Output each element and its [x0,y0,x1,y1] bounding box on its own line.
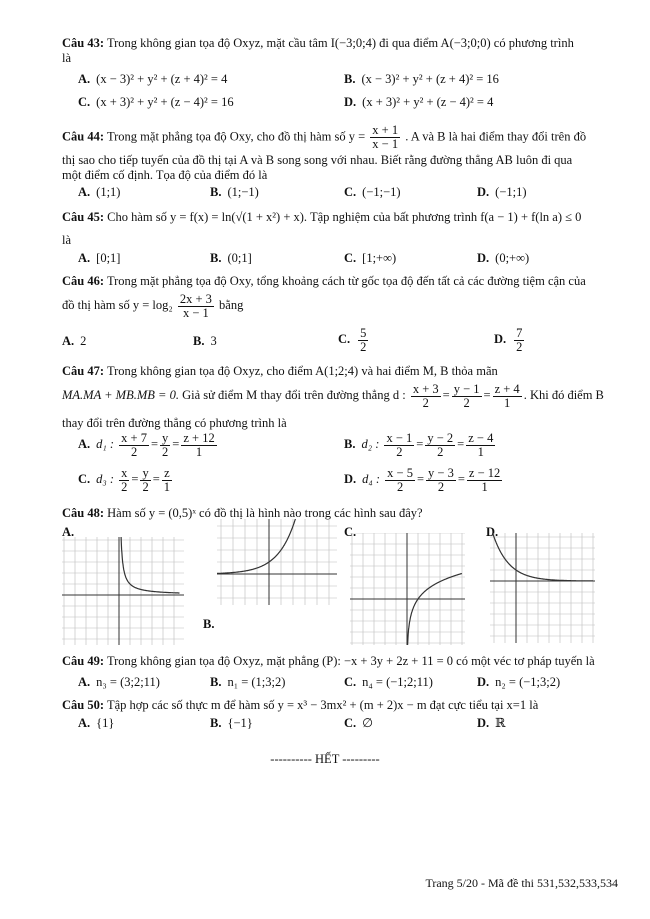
q49-option-a[interactable]: A. n₃ = (3;2;11) [78,675,160,689]
q46-option-b[interactable]: B. 3 [193,334,217,348]
q44-label: Câu 44: [62,129,105,144]
q50-option-d[interactable]: D. ℝ [477,716,506,730]
q49-option-d[interactable]: D. n₂ = (−1;3;2) [477,675,561,689]
q46-option-d[interactable]: D. $\frac{7}{2}$ [494,325,523,354]
q44-text2: thị sao cho tiếp tuyến của đồ thị tại A và B song song với nhau. Biết rằng đường thẳng AB luôn đi qua [62,153,573,167]
q48-graph-a[interactable] [62,537,184,645]
graph-c-curve [408,574,462,646]
q48-graph-label-a: A. [62,525,75,539]
q50-text: Tập hợp các số thực m để hàm số y = x³ − 3mx² + (m + 2)x − m đạt cực tiểu tại x=1 là [106,698,539,712]
q47-label: Câu 47: [62,364,105,378]
q48-label: Câu 48: [62,506,105,520]
q44-option-a[interactable]: A. (1;1) [78,185,121,199]
q45-option-c[interactable]: C. [1;+∞) [344,251,397,265]
q45-text2: là [62,233,72,247]
q48-graph-label-c: C. [344,525,357,539]
q43-option-b[interactable]: B. (x − 3)² + y² + (z + 4)² = 16 [344,72,499,86]
q43-text: Trong không gian tọa độ Oxyz, mặt cầu tâm I(−3;0;4) đi qua điểm A(−3;0;0) có phương trình [106,36,574,50]
q46-text: Trong mặt phẳng tọa độ Oxy, tổng khoảng cách từ gốc tọa độ đến tất cả các đường tiệm cận của [106,274,586,288]
q45-option-b[interactable]: B. (0;1] [210,251,252,265]
q43-text2: là [62,51,72,65]
q50-option-a[interactable]: A. {1} [78,716,115,730]
graph-d-curve [492,533,593,581]
q44-text-a: Trong mặt phẳng tọa độ Oxy, cho đồ thị hàm số y = [106,129,366,144]
q46-text2: đồ thị hàm số y = log₂ $\frac{2x + 3}{x - 1}$ bằng [62,291,244,320]
q47-text2: MA.MA + MB.MB = 0. Giả sử điểm M thay đổi trên đường thẳng d : $\frac{x + 3}{2}$ = $\frac{y - 1}{2}$ = $\frac{z + 4}{1}$ . Khi đó điểm B [62,381,604,410]
q47-option-d[interactable]: D. d₄ : $\frac{x - 5}{2}$ = $\frac{y - 3}{2}$ = $\frac{z - 12}{1}$ [344,465,501,494]
q46-stem [62,274,586,289]
q48-text: Hàm số y = (0,5)ˣ có đồ thị là hình nào trong các hình sau đây? [107,506,423,520]
q44-fraction: $\frac{x + 1}{x - 1}$ [372,123,399,151]
page-footer: Trang 5/20 - Mã đề thi 531,532,533,534 [425,876,618,890]
q47-stem [62,364,498,379]
q44-stem [62,124,586,151]
q44-text-b: . A và B là hai điểm thay đổi trên đồ [405,129,587,144]
q46-fraction: $\frac{2x + 3}{x - 1}$ [179,291,212,320]
q44-option-d[interactable]: D. (−1;1) [477,185,527,199]
q44-option-b[interactable]: B. (1;−1) [210,185,259,199]
q50-option-b[interactable]: B. {−1} [210,716,253,730]
q49-option-b[interactable]: B. n₁ = (1;3;2) [210,675,286,689]
q50-stem [62,698,538,713]
q45-stem [62,210,581,225]
q47-option-a[interactable]: A. d₁ : $\frac{x + 7}{2}$ = $\frac{y}{2}$ = $\frac{z + 12}{1}$ [78,430,215,459]
q47-option-b[interactable]: B. d₂ : $\frac{x - 1}{2}$ = $\frac{y - 2}{2}$ = $\frac{z - 4}{1}$ [344,430,494,459]
q48-graph-c[interactable] [350,533,465,645]
q46-option-c[interactable]: C. $\frac{5}{2}$ [338,325,367,354]
q49-text: Trong không gian tọa độ Oxyz, mặt phẳng (P): −x + 3y + 2z + 11 = 0 có một véc tơ pháp tuyến là [106,654,595,668]
q45-label: Câu 45: [62,210,105,224]
q45-option-a[interactable]: A. [0;1] [78,251,121,265]
q45-option-d[interactable]: D. (0;+∞) [477,251,530,265]
q45-text: Cho hàm số y = f(x) = ln(√(1 + x²) + x). Tập nghiệm của bất phương trình f(a − 1) + f(ln a) ≤ 0 [107,210,582,224]
q43-option-c[interactable]: C. (x + 3)² + y² + (z − 4)² = 16 [78,95,234,109]
q47-vector-equation: MA.MA + MB.MB = 0. [62,388,179,402]
end-marker: ---------- HẾT --------- [270,752,380,766]
q46-label: Câu 46: [62,274,105,288]
q48-graph-b[interactable] [217,519,337,605]
q48-graph-label-d: D. [486,525,499,539]
q43-label: Câu 43: [62,36,105,50]
q48-graph-label-b: B. [203,617,215,631]
q43-option-a[interactable]: A. (x − 3)² + y² + (z + 4)² = 4 [78,72,228,86]
q43-stem [62,36,574,51]
q49-stem [62,654,595,669]
q50-label: Câu 50: [62,698,105,712]
q49-option-c[interactable]: C. n₄ = (−1;2;11) [344,675,433,689]
q47-text: Trong không gian tọa độ Oxyz, cho điểm A(1;2;4) và hai điểm M, B thỏa mãn [106,364,498,378]
q49-label: Câu 49: [62,654,105,668]
q47-option-c[interactable]: C. d₃ : $\frac{x}{2}$ = $\frac{y}{2}$ = $\frac{z}{1}$ [78,465,171,494]
q48-graph-d[interactable] [490,533,595,643]
q46-option-a[interactable]: A. 2 [62,334,87,348]
q44-option-c[interactable]: C. (−1;−1) [344,185,401,199]
q43-option-d[interactable]: D. (x + 3)² + y² + (z − 4)² = 4 [344,95,494,109]
q47-text3: thay đổi trên đường thẳng có phương trình là [62,416,287,430]
q50-option-c[interactable]: C. ∅ [344,716,374,730]
q44-text3: một điểm cố định. Tọa độ của điểm đó là [62,168,268,182]
